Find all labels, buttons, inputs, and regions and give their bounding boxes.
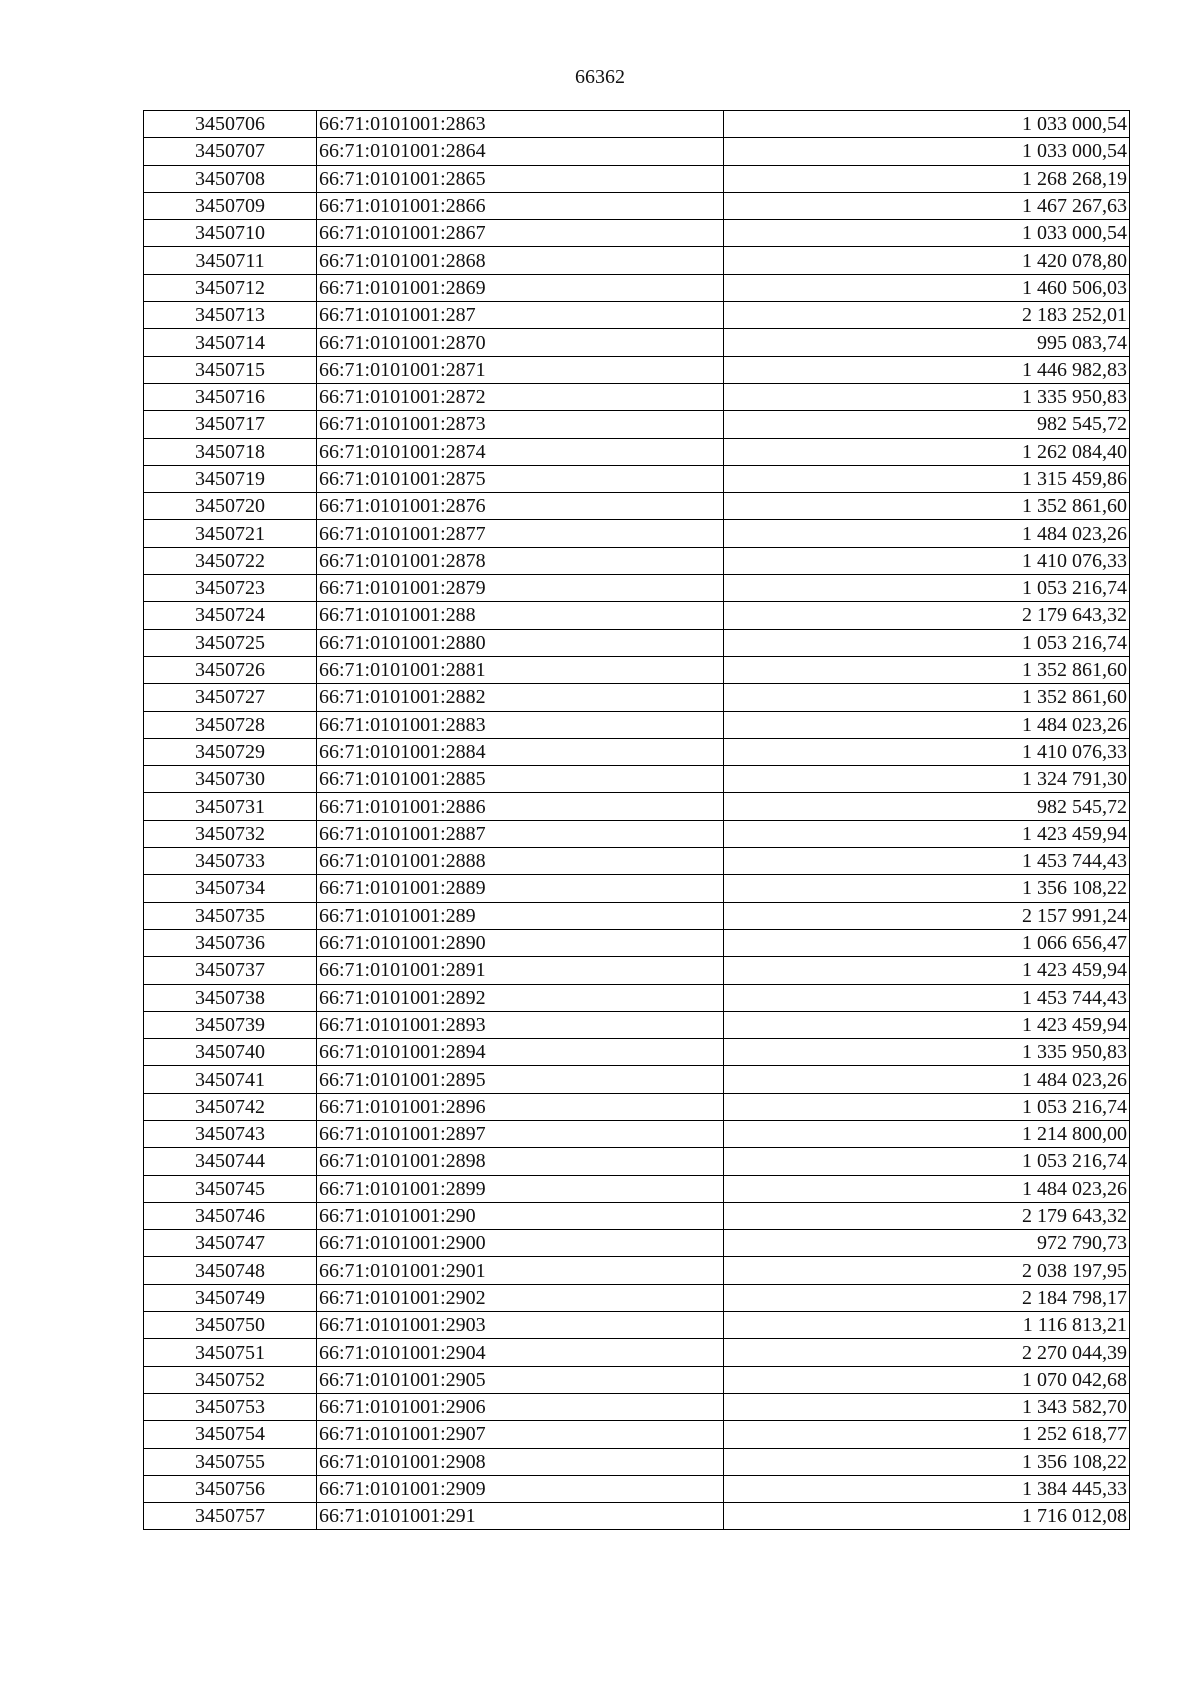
cadastral-number-cell: 66:71:0101001:2870 — [317, 329, 724, 356]
cadastral-number-cell: 66:71:0101001:2863 — [317, 111, 724, 138]
cadastral-value-cell: 1 356 108,22 — [724, 875, 1130, 902]
table-row — [144, 738, 1130, 765]
row-number-cell: 3450713 — [144, 302, 317, 329]
cadastral-number-cell: 66:71:0101001:2903 — [317, 1312, 724, 1339]
cadastral-number-cell: 66:71:0101001:291 — [317, 1503, 724, 1530]
table-row — [144, 1284, 1130, 1311]
cadastral-number-cell: 66:71:0101001:2909 — [317, 1475, 724, 1502]
row-number-cell: 3450717 — [144, 411, 317, 438]
row-number-cell: 3450746 — [144, 1202, 317, 1229]
cadastral-number-cell: 66:71:0101001:2877 — [317, 520, 724, 547]
row-number-cell: 3450741 — [144, 1066, 317, 1093]
cadastral-number-cell: 66:71:0101001:2876 — [317, 493, 724, 520]
cadastral-value-cell: 1 033 000,54 — [724, 111, 1130, 138]
cadastral-number-cell: 66:71:0101001:290 — [317, 1202, 724, 1229]
table-row — [144, 848, 1130, 875]
cadastral-value-cell: 1 453 744,43 — [724, 984, 1130, 1011]
cadastral-value-cell: 1 335 950,83 — [724, 383, 1130, 410]
cadastral-number-cell: 66:71:0101001:2874 — [317, 438, 724, 465]
cadastral-value-cell: 2 184 798,17 — [724, 1284, 1130, 1311]
row-number-cell: 3450736 — [144, 929, 317, 956]
cadastral-value-cell: 982 545,72 — [724, 411, 1130, 438]
table-row — [144, 929, 1130, 956]
row-number-cell: 3450716 — [144, 383, 317, 410]
row-number-cell: 3450751 — [144, 1339, 317, 1366]
cadastral-value-cell: 2 179 643,32 — [724, 602, 1130, 629]
cadastral-value-cell: 1 116 813,21 — [724, 1312, 1130, 1339]
row-number-cell: 3450745 — [144, 1175, 317, 1202]
cadastral-number-cell: 66:71:0101001:2893 — [317, 1011, 724, 1038]
cadastral-value-cell: 1 484 023,26 — [724, 711, 1130, 738]
cadastral-value-cell: 1 033 000,54 — [724, 138, 1130, 165]
cadastral-number-cell: 66:71:0101001:2865 — [317, 165, 724, 192]
cadastral-number-cell: 66:71:0101001:2868 — [317, 247, 724, 274]
cadastral-value-cell: 1 460 506,03 — [724, 274, 1130, 301]
page-number: 66362 — [575, 66, 625, 88]
cadastral-number-cell: 66:71:0101001:2894 — [317, 1039, 724, 1066]
cadastral-number-cell: 66:71:0101001:2889 — [317, 875, 724, 902]
row-number-cell: 3450714 — [144, 329, 317, 356]
table-row — [144, 111, 1130, 138]
table-row — [144, 356, 1130, 383]
table-row — [144, 1503, 1130, 1530]
row-number-cell: 3450720 — [144, 493, 317, 520]
table-row — [144, 629, 1130, 656]
cadastral-value-cell: 1 315 459,86 — [724, 465, 1130, 492]
row-number-cell: 3450744 — [144, 1148, 317, 1175]
cadastral-number-cell: 66:71:0101001:2906 — [317, 1393, 724, 1420]
row-number-cell: 3450740 — [144, 1039, 317, 1066]
cadastral-value-cell: 2 157 991,24 — [724, 902, 1130, 929]
table-row — [144, 1066, 1130, 1093]
row-number-cell: 3450734 — [144, 875, 317, 902]
table-row — [144, 1448, 1130, 1475]
table-row — [144, 602, 1130, 629]
cadastral-value-cell: 995 083,74 — [724, 329, 1130, 356]
table-row — [144, 1257, 1130, 1284]
cadastral-value-cell: 1 484 023,26 — [724, 1066, 1130, 1093]
cadastral-number-cell: 66:71:0101001:2880 — [317, 629, 724, 656]
row-number-cell: 3450728 — [144, 711, 317, 738]
row-number-cell: 3450723 — [144, 575, 317, 602]
cadastral-number-cell: 66:71:0101001:287 — [317, 302, 724, 329]
row-number-cell: 3450711 — [144, 247, 317, 274]
row-number-cell: 3450730 — [144, 766, 317, 793]
cadastral-number-cell: 66:71:0101001:2884 — [317, 738, 724, 765]
cadastral-value-cell: 2 270 044,39 — [724, 1339, 1130, 1366]
cadastral-value-table — [143, 110, 1130, 1530]
row-number-cell: 3450712 — [144, 274, 317, 301]
row-number-cell: 3450725 — [144, 629, 317, 656]
cadastral-value-cell: 1 716 012,08 — [724, 1503, 1130, 1530]
cadastral-number-cell: 66:71:0101001:2899 — [317, 1175, 724, 1202]
row-number-cell: 3450757 — [144, 1503, 317, 1530]
row-number-cell: 3450727 — [144, 684, 317, 711]
table-row — [144, 247, 1130, 274]
cadastral-number-cell: 66:71:0101001:2872 — [317, 383, 724, 410]
table-row — [144, 383, 1130, 410]
table-row — [144, 684, 1130, 711]
table-row — [144, 984, 1130, 1011]
row-number-cell: 3450733 — [144, 848, 317, 875]
row-number-cell: 3450756 — [144, 1475, 317, 1502]
cadastral-value-cell: 1 053 216,74 — [724, 1093, 1130, 1120]
cadastral-number-cell: 66:71:0101001:2897 — [317, 1120, 724, 1147]
table-row — [144, 1312, 1130, 1339]
row-number-cell: 3450742 — [144, 1093, 317, 1120]
cadastral-value-cell: 1 453 744,43 — [724, 848, 1130, 875]
cadastral-value-cell: 1 423 459,94 — [724, 1011, 1130, 1038]
table-row — [144, 1366, 1130, 1393]
table-row — [144, 957, 1130, 984]
cadastral-number-cell: 66:71:0101001:2892 — [317, 984, 724, 1011]
table-row — [144, 1421, 1130, 1448]
cadastral-number-cell: 66:71:0101001:2901 — [317, 1257, 724, 1284]
row-number-cell: 3450732 — [144, 820, 317, 847]
cadastral-number-cell: 66:71:0101001:2905 — [317, 1366, 724, 1393]
row-number-cell: 3450750 — [144, 1312, 317, 1339]
cadastral-number-cell: 66:71:0101001:2871 — [317, 356, 724, 383]
cadastral-value-cell: 2 038 197,95 — [724, 1257, 1130, 1284]
cadastral-value-cell: 1 070 042,68 — [724, 1366, 1130, 1393]
cadastral-value-cell: 982 545,72 — [724, 793, 1130, 820]
cadastral-number-cell: 66:71:0101001:2908 — [317, 1448, 724, 1475]
table-row — [144, 1148, 1130, 1175]
cadastral-number-cell: 66:71:0101001:2890 — [317, 929, 724, 956]
table-row — [144, 1120, 1130, 1147]
cadastral-number-cell: 66:71:0101001:2866 — [317, 192, 724, 219]
cadastral-value-cell: 1 262 084,40 — [724, 438, 1130, 465]
cadastral-value-cell: 1 053 216,74 — [724, 575, 1130, 602]
cadastral-number-cell: 66:71:0101001:2896 — [317, 1093, 724, 1120]
table-row — [144, 329, 1130, 356]
cadastral-number-cell: 66:71:0101001:2885 — [317, 766, 724, 793]
table-body — [144, 111, 1130, 1530]
cadastral-value-cell: 1 214 800,00 — [724, 1120, 1130, 1147]
row-number-cell: 3450707 — [144, 138, 317, 165]
table-row — [144, 220, 1130, 247]
table-row — [144, 711, 1130, 738]
cadastral-number-cell: 66:71:0101001:2895 — [317, 1066, 724, 1093]
table-row — [144, 1202, 1130, 1229]
table-row — [144, 902, 1130, 929]
row-number-cell: 3450735 — [144, 902, 317, 929]
table-row — [144, 493, 1130, 520]
row-number-cell: 3450721 — [144, 520, 317, 547]
cadastral-number-cell: 66:71:0101001:2878 — [317, 547, 724, 574]
row-number-cell: 3450722 — [144, 547, 317, 574]
cadastral-value-cell: 1 446 982,83 — [724, 356, 1130, 383]
table-row — [144, 820, 1130, 847]
table-row — [144, 1230, 1130, 1257]
cadastral-value-cell: 1 352 861,60 — [724, 684, 1130, 711]
cadastral-number-cell: 66:71:0101001:2900 — [317, 1230, 724, 1257]
table-row — [144, 165, 1130, 192]
row-number-cell: 3450719 — [144, 465, 317, 492]
cadastral-number-cell: 66:71:0101001:2904 — [317, 1339, 724, 1366]
table-row — [144, 547, 1130, 574]
cadastral-value-cell: 1 252 618,77 — [724, 1421, 1130, 1448]
row-number-cell: 3450743 — [144, 1120, 317, 1147]
table-row — [144, 1039, 1130, 1066]
row-number-cell: 3450749 — [144, 1284, 317, 1311]
cadastral-value-cell: 1 033 000,54 — [724, 220, 1130, 247]
cadastral-number-cell: 66:71:0101001:2879 — [317, 575, 724, 602]
row-number-cell: 3450726 — [144, 656, 317, 683]
cadastral-number-cell: 66:71:0101001:2881 — [317, 656, 724, 683]
row-number-cell: 3450706 — [144, 111, 317, 138]
cadastral-value-cell: 1 384 445,33 — [724, 1475, 1130, 1502]
cadastral-number-cell: 66:71:0101001:2902 — [317, 1284, 724, 1311]
table-row — [144, 192, 1130, 219]
cadastral-number-cell: 66:71:0101001:2873 — [317, 411, 724, 438]
cadastral-value-cell: 1 268 268,19 — [724, 165, 1130, 192]
row-number-cell: 3450724 — [144, 602, 317, 629]
cadastral-number-cell: 66:71:0101001:2882 — [317, 684, 724, 711]
row-number-cell: 3450753 — [144, 1393, 317, 1420]
cadastral-value-cell: 1 423 459,94 — [724, 957, 1130, 984]
cadastral-number-cell: 66:71:0101001:288 — [317, 602, 724, 629]
table-row — [144, 1011, 1130, 1038]
cadastral-value-cell: 1 053 216,74 — [724, 629, 1130, 656]
cadastral-value-cell: 1 352 861,60 — [724, 656, 1130, 683]
row-number-cell: 3450738 — [144, 984, 317, 1011]
cadastral-number-cell: 66:71:0101001:2898 — [317, 1148, 724, 1175]
cadastral-value-cell: 1 324 791,30 — [724, 766, 1130, 793]
row-number-cell: 3450709 — [144, 192, 317, 219]
table-row — [144, 1393, 1130, 1420]
cadastral-value-cell: 1 335 950,83 — [724, 1039, 1130, 1066]
row-number-cell: 3450747 — [144, 1230, 317, 1257]
cadastral-value-cell: 2 183 252,01 — [724, 302, 1130, 329]
cadastral-number-cell: 66:71:0101001:2875 — [317, 465, 724, 492]
table-row — [144, 520, 1130, 547]
cadastral-value-cell: 1 066 656,47 — [724, 929, 1130, 956]
cadastral-number-cell: 66:71:0101001:289 — [317, 902, 724, 929]
cadastral-number-cell: 66:71:0101001:2869 — [317, 274, 724, 301]
table-row — [144, 575, 1130, 602]
row-number-cell: 3450729 — [144, 738, 317, 765]
table-row — [144, 411, 1130, 438]
cadastral-value-cell: 1 352 861,60 — [724, 493, 1130, 520]
table-row — [144, 1475, 1130, 1502]
cadastral-value-cell: 1 410 076,33 — [724, 547, 1130, 574]
cadastral-number-cell: 66:71:0101001:2888 — [317, 848, 724, 875]
row-number-cell: 3450710 — [144, 220, 317, 247]
cadastral-value-cell: 1 420 078,80 — [724, 247, 1130, 274]
row-number-cell: 3450754 — [144, 1421, 317, 1448]
cadastral-number-cell: 66:71:0101001:2867 — [317, 220, 724, 247]
row-number-cell: 3450715 — [144, 356, 317, 383]
table-row — [144, 1175, 1130, 1202]
row-number-cell: 3450731 — [144, 793, 317, 820]
cadastral-value-cell: 972 790,73 — [724, 1230, 1130, 1257]
row-number-cell: 3450708 — [144, 165, 317, 192]
table-row — [144, 138, 1130, 165]
table-row — [144, 465, 1130, 492]
table-row — [144, 793, 1130, 820]
cadastral-number-cell: 66:71:0101001:2887 — [317, 820, 724, 847]
cadastral-value-cell: 1 423 459,94 — [724, 820, 1130, 847]
table-row — [144, 766, 1130, 793]
row-number-cell: 3450755 — [144, 1448, 317, 1475]
cadastral-number-cell: 66:71:0101001:2883 — [317, 711, 724, 738]
cadastral-number-cell: 66:71:0101001:2864 — [317, 138, 724, 165]
table-row — [144, 302, 1130, 329]
cadastral-value-cell: 1 467 267,63 — [724, 192, 1130, 219]
cadastral-value-cell: 1 356 108,22 — [724, 1448, 1130, 1475]
row-number-cell: 3450737 — [144, 957, 317, 984]
cadastral-value-cell: 1 484 023,26 — [724, 1175, 1130, 1202]
table-row — [144, 656, 1130, 683]
cadastral-value-cell: 1 484 023,26 — [724, 520, 1130, 547]
cadastral-value-cell: 1 343 582,70 — [724, 1393, 1130, 1420]
table-row — [144, 875, 1130, 902]
cadastral-value-cell: 2 179 643,32 — [724, 1202, 1130, 1229]
cadastral-value-cell: 1 053 216,74 — [724, 1148, 1130, 1175]
table-row — [144, 1339, 1130, 1366]
cadastral-value-cell: 1 410 076,33 — [724, 738, 1130, 765]
row-number-cell: 3450748 — [144, 1257, 317, 1284]
row-number-cell: 3450718 — [144, 438, 317, 465]
row-number-cell: 3450739 — [144, 1011, 317, 1038]
table-row — [144, 1093, 1130, 1120]
table-row — [144, 438, 1130, 465]
cadastral-number-cell: 66:71:0101001:2891 — [317, 957, 724, 984]
cadastral-number-cell: 66:71:0101001:2907 — [317, 1421, 724, 1448]
cadastral-number-cell: 66:71:0101001:2886 — [317, 793, 724, 820]
table-row — [144, 274, 1130, 301]
row-number-cell: 3450752 — [144, 1366, 317, 1393]
